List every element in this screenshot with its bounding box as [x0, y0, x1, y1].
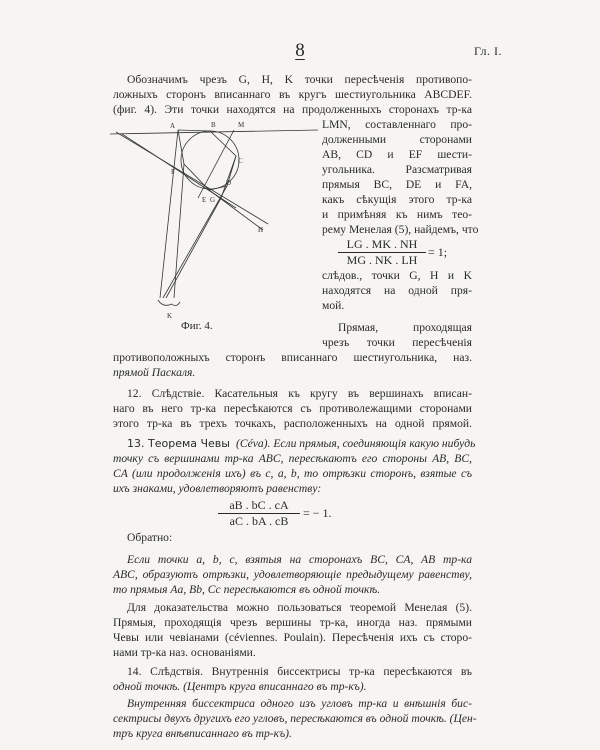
- text-line: сектрисы двухъ другихъ его угловъ, пересѣкаются въ одной точкѣ. (Цен-: [113, 712, 477, 725]
- section-text: (Céva). Если прямыя, соединяющія какую нибудь: [235, 437, 476, 450]
- text-line: ложныхъ сторонъ вписаннаго въ кругъ шестиугольника ABCDEF.: [113, 88, 472, 101]
- figure-line: [174, 164, 184, 298]
- text-line: Прямыя, проходящія чрезъ вершины тр-ка, иногда наз. прямыми: [113, 616, 472, 629]
- text-line: Для доказательства можно пользоваться теоремой Менелая (5).: [127, 601, 472, 614]
- text-line: Чевы или чевіанами (céviennes. Poulain). Пересѣченія ихъ съ сторо-: [113, 631, 472, 644]
- text-line: наго въ него тр-ка пересѣкаются съ противолежащими сторонами: [113, 402, 472, 415]
- label-h: H: [258, 226, 264, 234]
- fraction-denominator: aC . bA . cB: [218, 513, 300, 529]
- text-line: какъ сѣкущія этого тр-ка: [322, 193, 472, 206]
- text-line: точку съ вершинами тр-ка ABC, пересѣкаютъ его стороны AB, BC,: [113, 452, 472, 465]
- chapter-label: Гл. I.: [473, 44, 502, 58]
- text-line: AB, CD и EF шести-: [322, 148, 472, 161]
- figure-brace: [158, 300, 180, 306]
- text-line: прямыя BC, DE и FA,: [322, 178, 472, 191]
- ceva-fraction: [218, 498, 300, 529]
- figure-line: [166, 198, 221, 298]
- text-line: ABC, образуютъ отрѣзки, удовлетворяющіе предыдущему равенству,: [113, 568, 472, 581]
- text-line: находятся на одной пря-: [322, 284, 472, 297]
- text-line: слѣдов., точки G, H и K: [322, 269, 472, 282]
- label-e: E: [202, 196, 207, 204]
- figure-line: [110, 130, 318, 134]
- text-line: и примѣняя къ нимъ тео-: [322, 208, 472, 221]
- figure-line: [198, 130, 234, 198]
- text-line: [127, 436, 476, 451]
- label-b: B: [211, 121, 216, 129]
- text-line: Если точки a, b, c, взятыя на сторонахъ BC, CA, AB тр-ка: [127, 553, 472, 566]
- label-f: F: [171, 168, 175, 176]
- text-line: противоположныхъ сторонъ вписаннаго шестиугольника, наз.: [113, 351, 472, 364]
- label-k: K: [167, 312, 173, 320]
- text-line: чрезъ точки пересѣченія: [322, 336, 472, 349]
- fraction-denominator: MG . NK . LH: [338, 252, 426, 268]
- label-m: M: [238, 121, 245, 129]
- text-line: Обозначимъ чрезъ G, H, K точки пересѣченія противопо-: [127, 73, 472, 86]
- label-d: D: [226, 179, 232, 187]
- figure-line: [209, 190, 263, 230]
- text-line: 12. Слѣдствіе. Касательныя къ кругу въ вершинахъ вписан-: [127, 387, 472, 400]
- text-line: этого тр-ка въ трехъ точкахъ, расположенныхъ на одной прямой.: [113, 417, 472, 430]
- text-line: то прямыя Aa, Bb, Cc пересѣкаются въ одной точкѣ.: [113, 583, 381, 596]
- fraction-numerator: aB . bC . cA: [229, 498, 289, 512]
- section-heading: 13. Теорема Чевы: [127, 437, 230, 450]
- figure-4: [108, 118, 323, 338]
- pascal-fraction: [338, 237, 426, 268]
- label-g: G: [210, 196, 216, 204]
- text-line: мой.: [322, 299, 345, 312]
- text-line: нами тр-ка наз. основаніями.: [113, 646, 256, 659]
- fraction-rest: = 1;: [428, 245, 448, 259]
- text-line: CA (или продолженія ихъ) въ c, a, b, то отрѣзки сторонъ, взятые съ: [113, 467, 472, 480]
- label-c: C: [238, 157, 243, 165]
- figure-line: [163, 186, 227, 298]
- fraction-numerator: LG . MK . NH: [346, 237, 418, 251]
- text-line: Внутренняя биссектриса одного изъ угловъ тр-ка и внѣшнія бис-: [127, 697, 472, 710]
- text-line: угольника. Разсматривая: [322, 163, 472, 176]
- text-line: одной точкѣ. (Центръ круга вписаннаго въ тр-къ).: [113, 680, 367, 693]
- text-line: 14. Слѣдствія. Внутреннія биссектрисы тр-ка пересѣкаются въ: [127, 665, 472, 678]
- text-line: LMN, составленнаго про-: [322, 118, 472, 131]
- figure-line: [160, 130, 178, 298]
- fraction-rest: = − 1.: [303, 506, 332, 520]
- label-a: A: [170, 122, 176, 130]
- text-line: Прямая, проходящая: [338, 321, 472, 334]
- text-line: Обратно:: [127, 531, 173, 544]
- text-line: долженными сторонами: [322, 133, 472, 146]
- page-number: 8: [295, 40, 305, 61]
- figure-line: [116, 132, 268, 224]
- text-line: ихъ знаками, удовлетворяютъ равенству:: [113, 482, 322, 495]
- text-line: прямой Паскаля.: [113, 366, 196, 379]
- text-line: (фиг. 4). Эти точки находятся на продолженныхъ сторонахъ тр-ка: [113, 103, 472, 116]
- figure-caption: Фиг. 4.: [181, 320, 213, 332]
- text-line: тръ круга внѣвписаннаго въ тр-къ).: [113, 727, 292, 740]
- text-line: рему Менелая (5), найдемъ, что: [322, 223, 479, 236]
